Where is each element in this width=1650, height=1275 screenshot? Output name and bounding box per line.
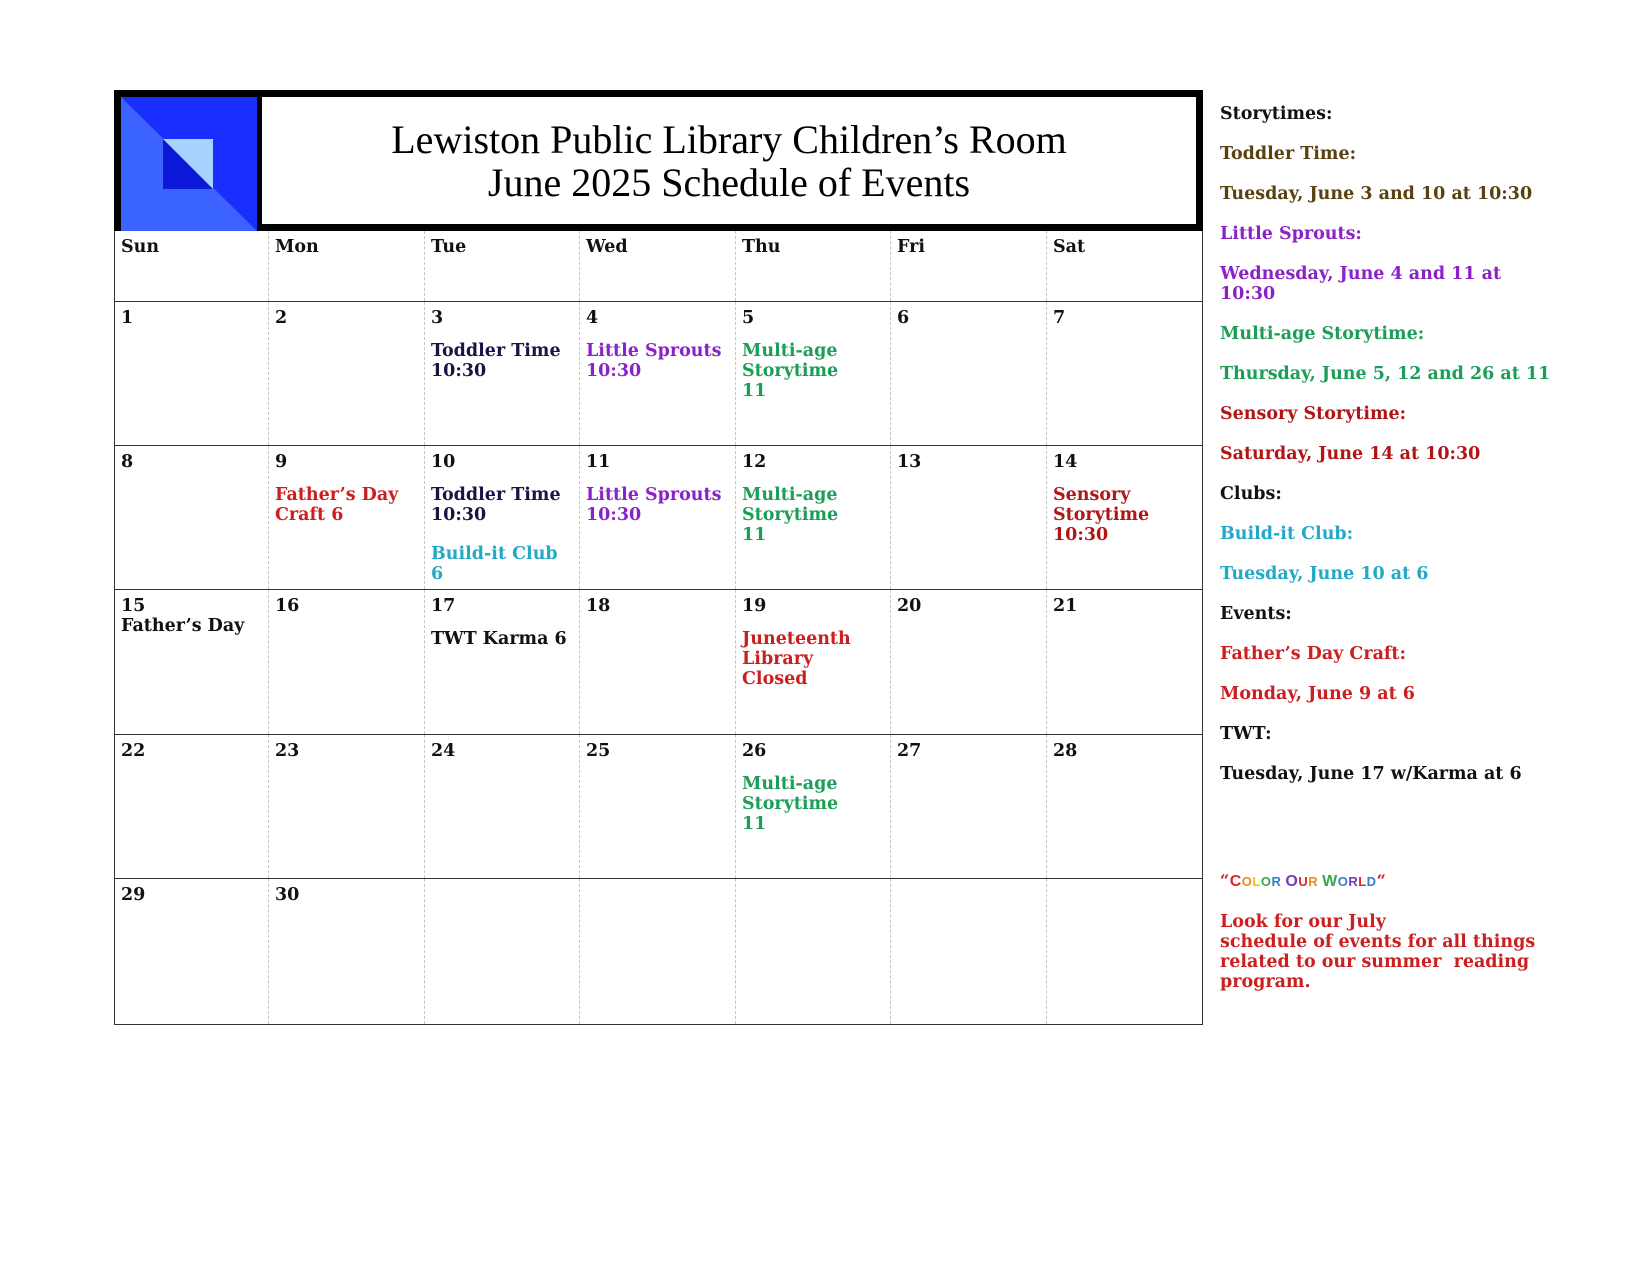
day-number: 10 — [431, 452, 456, 472]
day-cell — [891, 879, 1047, 1024]
fathers-when: Monday, June 9 at 6 — [1220, 684, 1415, 704]
events-heading: Events: — [1220, 604, 1292, 624]
day-number: 5 — [742, 308, 755, 328]
buildit-label: Build-it Club: — [1220, 524, 1354, 544]
day-cell — [1047, 879, 1204, 1024]
day-number: 30 — [275, 885, 300, 905]
calendar-header — [114, 90, 1203, 231]
banner-letter: C — [1229, 873, 1242, 890]
day-cell — [269, 590, 425, 734]
day-cell — [425, 879, 580, 1024]
calendar-event: Multi-age Storytime 11 — [742, 774, 839, 834]
day-cell — [425, 735, 580, 878]
day-cell — [580, 302, 736, 445]
weekday-mon: Mon — [269, 231, 425, 301]
day-cell — [1047, 302, 1204, 445]
day-number: 26 — [742, 741, 767, 761]
day-number: 29 — [121, 885, 146, 905]
day-cell — [425, 446, 580, 589]
day-cell — [115, 446, 269, 589]
weekday-tue: Tue — [425, 231, 580, 301]
day-cell — [736, 302, 891, 445]
day-number: 20 — [897, 596, 922, 616]
day-number: 17 — [431, 596, 456, 616]
day-number — [897, 884, 1040, 918]
calendar-event: TWT Karma 6 — [431, 629, 567, 649]
banner-letter: O — [1285, 873, 1299, 890]
calendar-event: Toddler Time 10:30 — [431, 485, 561, 525]
week-row — [115, 735, 1202, 879]
day-number: 6 — [897, 308, 910, 328]
weekday-header-row — [115, 231, 1202, 302]
banner-letter: U — [1298, 874, 1309, 889]
calendar-event: Juneteenth Library Closed — [742, 629, 851, 689]
day-cell — [736, 590, 891, 734]
day-number: 12 — [742, 452, 767, 472]
weekday-sat: Sat — [1053, 237, 1086, 257]
day-cell — [269, 446, 425, 589]
calendar-event: Sensory Storytime 10:30 — [1053, 485, 1150, 545]
day-number: 1 — [121, 308, 134, 328]
day-cell — [891, 590, 1047, 734]
day-number: 8 — [121, 452, 134, 472]
day-number: 24 — [431, 741, 456, 761]
day-number: 18 — [586, 596, 611, 616]
day-number: 4 — [586, 308, 599, 328]
day-cell — [891, 446, 1047, 589]
day-number: 25 — [586, 741, 611, 761]
banner-letter: L — [1252, 874, 1261, 889]
schedule-sidebar — [1220, 104, 1640, 992]
week-row — [115, 879, 1202, 1024]
banner-letter: D — [1366, 874, 1377, 889]
day-cell — [736, 446, 891, 589]
day-cell — [736, 735, 891, 878]
close-quote: “ — [1376, 871, 1387, 890]
banner-letter: R — [1348, 874, 1359, 889]
storytimes-heading: Storytimes: — [1220, 104, 1333, 124]
multiage-when: Thursday, June 5, 12 and 26 at 11 — [1220, 364, 1551, 384]
calendar-event: Toddler Time 10:30 — [431, 341, 561, 381]
day-cell — [580, 446, 736, 589]
day-number — [586, 884, 729, 918]
color-our-world-letters — [1230, 873, 1377, 890]
day-number — [1053, 884, 1198, 918]
day-number: 2 — [275, 308, 288, 328]
title-line-1: Lewiston Public Library Children’s Room — [391, 116, 1067, 162]
day-number: 14 — [1053, 452, 1078, 472]
day-number: 15 — [121, 596, 146, 616]
day-number: 28 — [1053, 741, 1078, 761]
day-cell — [115, 879, 269, 1024]
promo-line: related to our summer reading — [1220, 952, 1530, 972]
clubs-heading: Clubs: — [1220, 484, 1282, 504]
banner-letter: O — [1260, 874, 1272, 889]
twt-heading: TWT: — [1220, 724, 1272, 744]
banner-letter: L — [1358, 874, 1367, 889]
day-cell — [115, 735, 269, 878]
day-cell — [891, 735, 1047, 878]
day-number: 19 — [742, 596, 767, 616]
open-quote: “ — [1220, 871, 1230, 890]
day-number — [742, 884, 884, 918]
calendar-event: Little Sprouts 10:30 — [586, 485, 722, 525]
sprouts-label: Little Sprouts: — [1220, 224, 1362, 244]
day-number: 23 — [275, 741, 300, 761]
week-row — [115, 590, 1202, 735]
calendar-event: Multi-age Storytime 11 — [742, 485, 839, 545]
day-cell — [1047, 735, 1204, 878]
library-logo — [121, 97, 262, 231]
week-row — [115, 446, 1202, 590]
sprouts-when: Wednesday, June 4 and 11 at 10:30 — [1220, 264, 1502, 304]
day-cell — [580, 590, 736, 734]
title-line-2: June 2025 Schedule of Events — [487, 159, 971, 205]
weekday-wed: Wed — [580, 231, 736, 301]
logo-graphic — [121, 97, 257, 231]
banner-letter: R — [1308, 874, 1319, 889]
promo-line: Look for our July — [1220, 912, 1386, 932]
weekday-sun: Sun — [115, 231, 269, 301]
page-title — [262, 97, 1196, 224]
sensory-label: Sensory Storytime: — [1220, 404, 1407, 424]
color-our-world-banner — [1220, 871, 1640, 892]
holiday-label: Father’s Day — [121, 616, 245, 636]
calendar-grid — [114, 231, 1203, 1025]
day-cell — [736, 879, 891, 1024]
banner-letter: W — [1322, 873, 1338, 890]
day-number: 16 — [275, 596, 300, 616]
day-cell — [425, 302, 580, 445]
twt-when: Tuesday, June 17 w/Karma at 6 — [1220, 764, 1522, 784]
calendar-event: Little Sprouts 10:30 — [586, 341, 722, 381]
buildit-when: Tuesday, June 10 at 6 — [1220, 564, 1429, 584]
multiage-label: Multi-age Storytime: — [1220, 324, 1425, 344]
day-cell — [115, 302, 269, 445]
promo-line: program. — [1220, 972, 1311, 992]
weekday-thu: Thu — [736, 231, 891, 301]
banner-letter: O — [1241, 874, 1253, 889]
calendar-event: Father’s Day Craft 6 — [275, 485, 399, 525]
july-promo-text — [1220, 912, 1640, 992]
day-cell — [115, 590, 269, 734]
day-cell — [269, 302, 425, 445]
day-cell — [580, 879, 736, 1024]
day-number: 21 — [1053, 596, 1078, 616]
day-number: 27 — [897, 741, 922, 761]
day-cell — [269, 879, 425, 1024]
calendar-event: Multi-age Storytime 11 — [742, 341, 839, 401]
day-cell — [1047, 590, 1204, 734]
fathers-label: Father’s Day Craft: — [1220, 644, 1406, 664]
day-number: 11 — [586, 452, 611, 472]
promo-line: schedule of events for all things — [1220, 932, 1536, 952]
banner-letter: O — [1337, 874, 1349, 889]
day-cell — [891, 302, 1047, 445]
toddler-when: Tuesday, June 3 and 10 at 10:30 — [1220, 184, 1533, 204]
day-number — [431, 884, 573, 918]
day-number: 7 — [1053, 308, 1066, 328]
day-cell — [1047, 446, 1204, 589]
day-cell — [269, 735, 425, 878]
week-row — [115, 302, 1202, 446]
sensory-when: Saturday, June 14 at 10:30 — [1220, 444, 1481, 464]
toddler-label: Toddler Time: — [1220, 144, 1357, 164]
day-number: 3 — [431, 308, 444, 328]
day-number: 22 — [121, 741, 146, 761]
day-number: 9 — [275, 452, 288, 472]
day-number: 13 — [897, 452, 922, 472]
day-cell — [425, 590, 580, 734]
calendar-event: Build-it Club 6 — [431, 544, 558, 584]
day-cell — [580, 735, 736, 878]
banner-letter: R — [1271, 874, 1282, 889]
weekday-fri: Fri — [891, 231, 1047, 301]
